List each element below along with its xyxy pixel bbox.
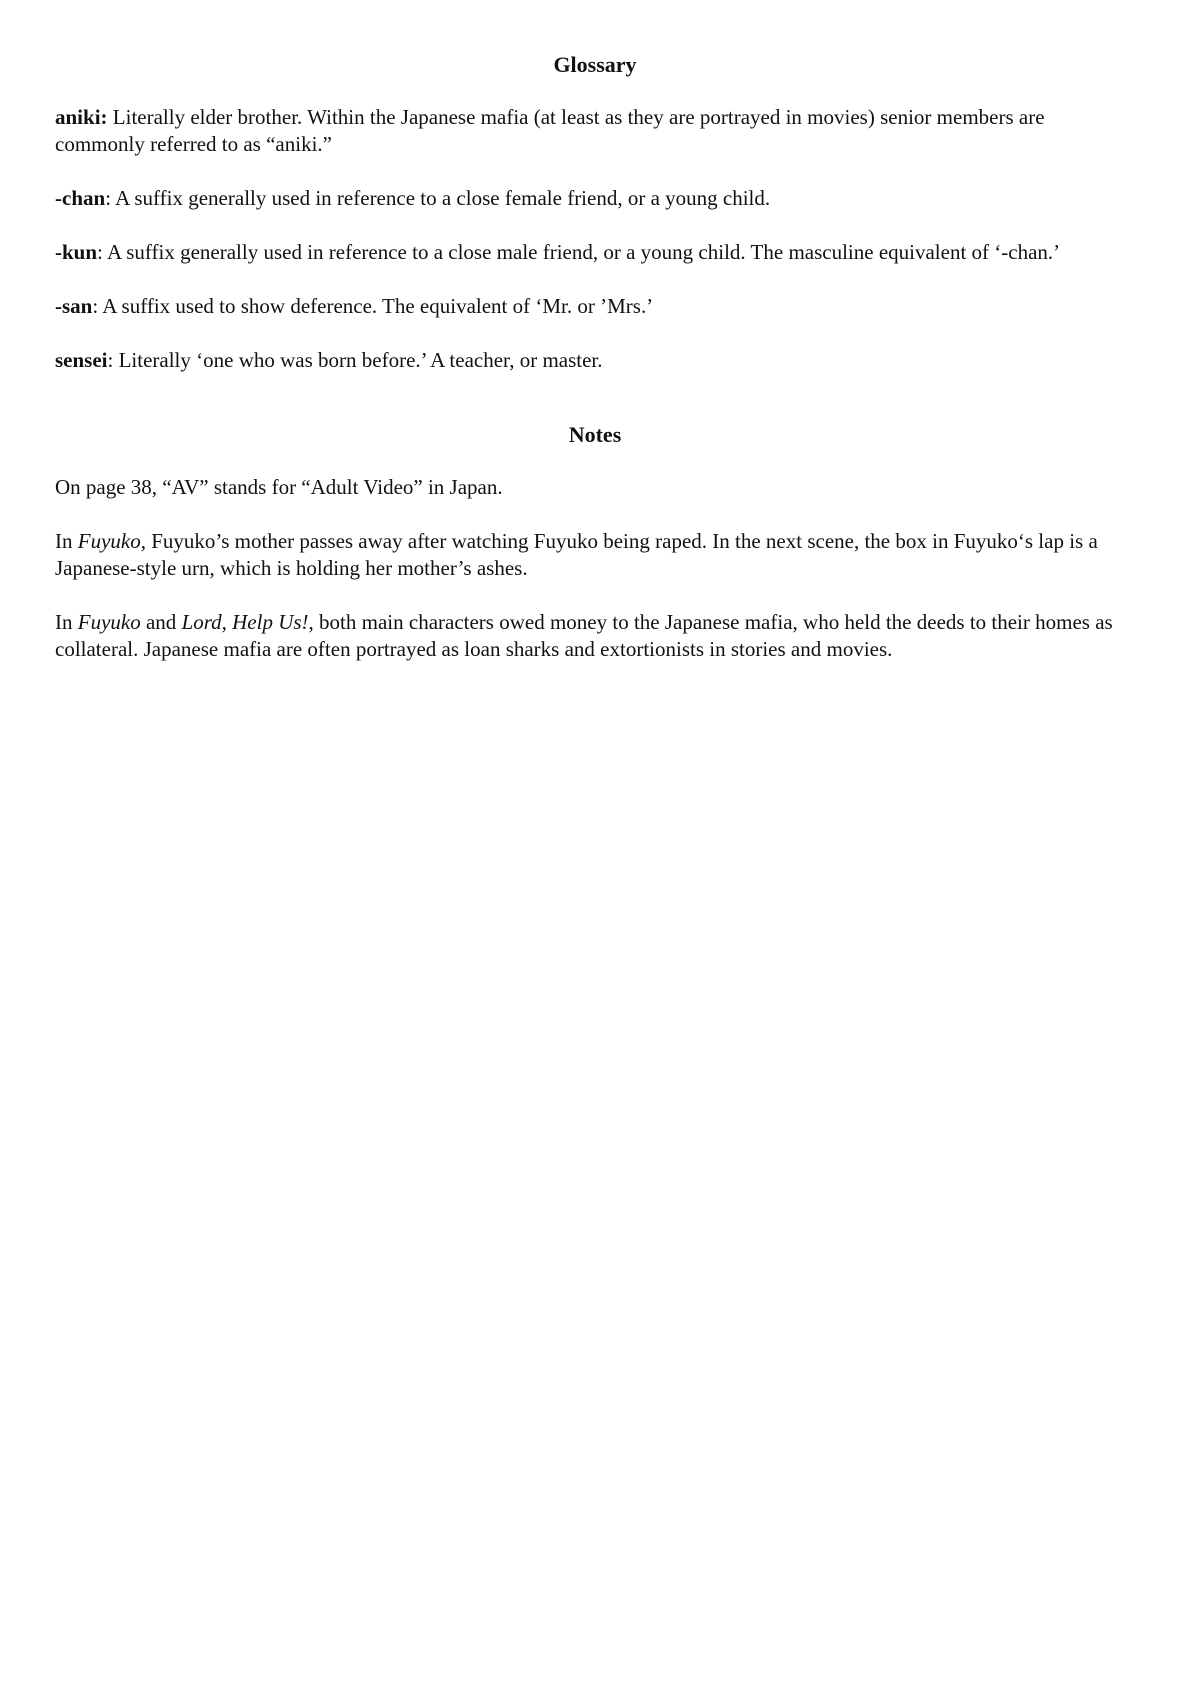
glossary-title: Glossary xyxy=(553,52,637,77)
glossary-entry-san xyxy=(55,293,1135,320)
glossary-definition: Literally elder brother. Within the Japanese mafia (at least as they are portrayed in movies) senior members are commonly referred to as “aniki.” xyxy=(55,105,1045,156)
glossary-term: -san xyxy=(55,294,93,318)
note-fuyuko-urn xyxy=(55,528,1135,582)
glossary-term: sensei xyxy=(55,348,108,372)
glossary-definition: : A suffix used to show deference. The equivalent of ‘Mr. or ’Mrs.’ xyxy=(92,294,654,318)
document-page xyxy=(55,52,1135,690)
note-text: In xyxy=(55,610,78,634)
note-italic-title: Fuyuko xyxy=(77,610,141,634)
note-italic-title: Lord, Help Us! xyxy=(181,610,309,634)
glossary-term: aniki: xyxy=(55,105,108,129)
glossary-entry-aniki xyxy=(55,104,1135,158)
glossary-entry-kun xyxy=(55,239,1135,266)
note-text: , both main characters owed money to the Japanese mafia, who held the deeds to their homes as collateral. Japanese mafia are often portrayed as loan sharks and extortionists in stories and movies. xyxy=(55,610,1113,661)
note-av: On page 38, “AV” stands for “Adult Video” in Japan. xyxy=(55,475,503,499)
glossary-definition: : A suffix generally used in reference to a close female friend, or a young child. xyxy=(105,186,771,210)
glossary-entry-sensei xyxy=(55,347,1135,374)
note-text: , Fuyuko’s mother passes away after watching Fuyuko being raped. In the next scene, the box in Fuyuko‘s lap is a Japanese-style urn, which is holding her mother’s ashes. xyxy=(55,529,1098,580)
note-italic-title: Fuyuko xyxy=(77,529,141,553)
glossary-definition: : Literally ‘one who was born before.’ A teacher, or master. xyxy=(107,348,603,372)
glossary-definition: : A suffix generally used in reference to a close male friend, or a young child. The masculine equivalent of ‘-chan.’ xyxy=(97,240,1061,264)
notes-title: Notes xyxy=(568,422,622,447)
glossary-entry-chan xyxy=(55,185,1135,212)
note-text: In xyxy=(55,529,78,553)
glossary-term: -kun xyxy=(55,240,98,264)
note-text: and xyxy=(140,610,182,634)
glossary-term: -chan xyxy=(55,186,106,210)
note-mafia xyxy=(55,609,1135,663)
